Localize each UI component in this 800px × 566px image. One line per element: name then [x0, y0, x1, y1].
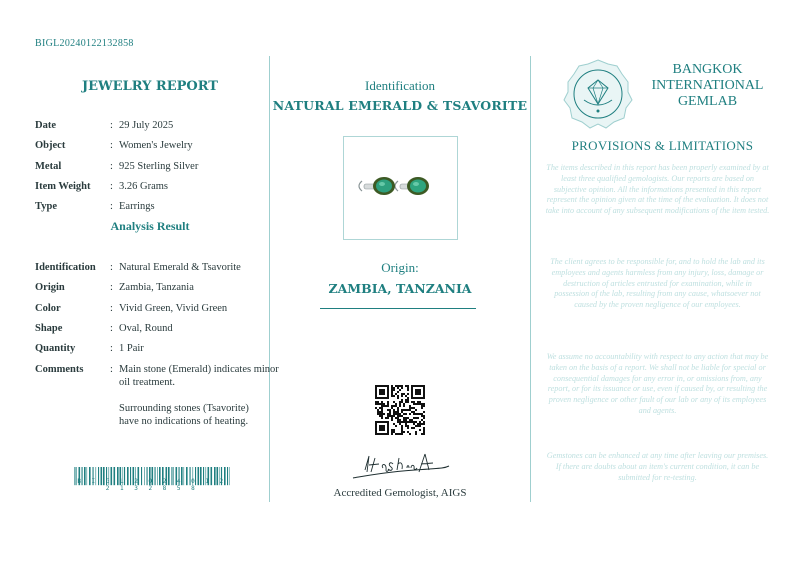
- provision-paragraph-3: We assume no accountability with respect to any action that may be taken on the basis of a report. We shall not be liable for special or consequential damages for any error in, or omissions from, any report, or for its issuance or use, even if caused by, or resulting the proven negligence or other fault of our lab or any of its employees and agents.: [546, 352, 769, 415]
- identification-value: NATURAL EMERALD & TSAVORITE: [272, 98, 528, 113]
- origin-value: ZAMBIA, TANZANIA: [328, 281, 472, 296]
- row-value: Main stone (Emerald) indicates minor oil treatment.: [119, 363, 279, 388]
- provision-paragraph-1: The items described in this report has been properly examined by at least three qualified gemologists. Our reports are based on subjective opinion. All the informations presented in this report represent the opinion given at the time of the evaluation. It does not take into account of any subsequent modifications of the item tested.: [545, 163, 770, 216]
- row-colon: :: [110, 201, 113, 213]
- row-value: Women's Jewelry: [119, 140, 193, 152]
- comments-extra-text: Surrounding stones (Tsavorite) have no indications of heating.: [119, 403, 249, 427]
- report-title: JEWELRY REPORT: [82, 79, 218, 94]
- row-colon: :: [110, 282, 113, 294]
- barcode-number: B I G L 2 0 2 4 0 1 2 2 1 3 2 8 5 8: [77, 478, 227, 492]
- lab-name-line-2: INTERNATIONAL: [651, 78, 764, 93]
- provision-paragraph-4: Gemstones can be enhanced at any time after leaving our premises. If there are doubts about an item's current condition, it can be submitted for re-testing.: [546, 451, 769, 482]
- row-value: Oval, Round: [119, 322, 173, 334]
- jewelry-photo: [343, 136, 458, 240]
- gemologist-caption: Accredited Gemologist, AIGS: [333, 487, 467, 499]
- lab-name-line-3: GEMLAB: [677, 94, 738, 109]
- row-value: 3.26 Grams: [119, 180, 168, 192]
- right-divider: [530, 56, 531, 502]
- lab-name: [640, 62, 775, 110]
- identification-label: Identification: [364, 78, 436, 93]
- row-value: Vivid Green, Vivid Green: [119, 302, 228, 314]
- row-value: 1 Pair: [119, 343, 144, 355]
- row-label: Item Weight: [35, 180, 91, 192]
- row-colon: :: [110, 363, 113, 375]
- row-value: Natural Emerald & Tsavorite: [119, 262, 241, 273]
- row-label: Metal: [35, 160, 62, 172]
- gemlab-logo: [562, 58, 634, 130]
- row-label: Shape: [35, 322, 63, 334]
- origin-label: Origin:: [381, 260, 419, 275]
- row-label: Identification: [35, 262, 96, 273]
- row-label: Quantity: [35, 343, 76, 355]
- origin-underline: [320, 308, 476, 309]
- provision-paragraph-2: The client agrees to be responsible for, and to hold the lab and its employees and agents harmless from any injury, loss, damage or destruction of articles entrusted for examination, while in possession of the lab, resulting from any cause, whatsoever not caused by the proven negligence of our employees.: [550, 257, 765, 310]
- lab-name-line-1: BANGKOK: [672, 62, 743, 77]
- row-label: Date: [35, 120, 56, 131]
- row-value: Earrings: [119, 201, 155, 213]
- row-label: Color: [35, 302, 61, 314]
- row-colon: :: [110, 322, 113, 334]
- row-colon: :: [110, 120, 113, 131]
- gemologist-signature: [345, 450, 455, 486]
- report-number: BIGL20240122132858: [35, 38, 134, 49]
- row-value: 29 July 2025: [119, 120, 174, 131]
- analysis-result-heading: Analysis Result: [110, 219, 190, 233]
- row-colon: :: [110, 180, 113, 192]
- row-colon: :: [110, 160, 113, 172]
- row-label: Object: [35, 140, 66, 152]
- row-value: Zambia, Tanzania: [119, 282, 194, 294]
- row-value: 925 Sterling Silver: [119, 160, 199, 172]
- row-colon: :: [110, 140, 113, 152]
- row-colon: :: [110, 302, 113, 314]
- row-label: Type: [35, 201, 57, 213]
- row-colon: :: [110, 343, 113, 355]
- row-label: Comments: [35, 363, 84, 375]
- provisions-title: PROVISIONS & LIMITATIONS: [571, 138, 754, 153]
- row-label: Origin: [35, 282, 65, 294]
- row-colon: :: [110, 262, 113, 273]
- qr-code: [375, 385, 425, 435]
